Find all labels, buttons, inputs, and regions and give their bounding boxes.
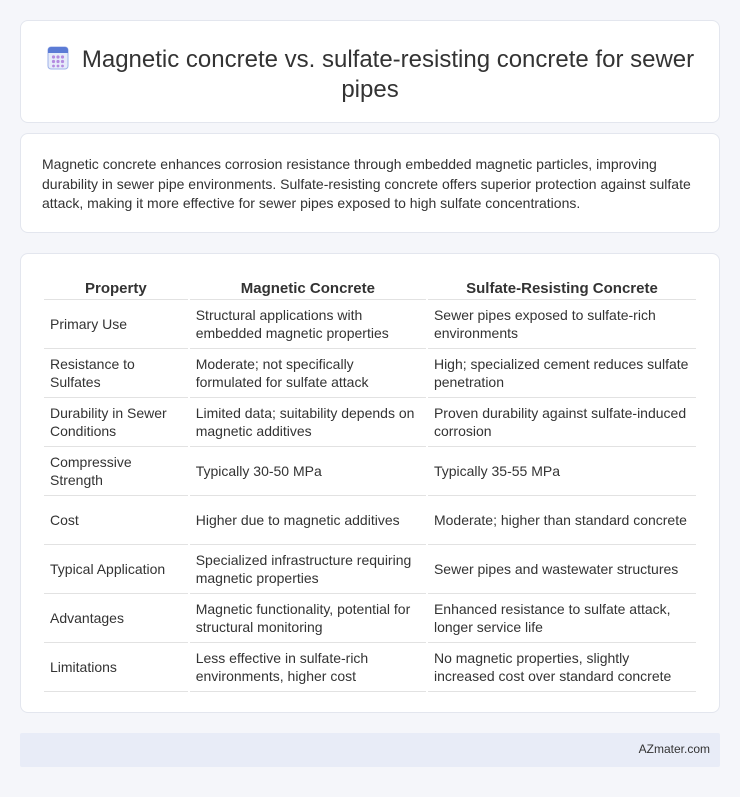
footer-brand: AZmater.com xyxy=(638,742,710,756)
page-title-text: Magnetic concrete vs. sulfate-resisting concrete for sewer pipes xyxy=(81,46,695,103)
table-row xyxy=(44,594,696,643)
table-header-row xyxy=(44,276,696,300)
table-row xyxy=(44,643,696,692)
column-header-property: Property xyxy=(44,276,188,300)
row-property: Durability in Sewer Conditions xyxy=(44,398,188,447)
row-sulfate-value: Moderate; higher than standard concrete xyxy=(428,496,696,545)
row-property: Resistance to Sulfates xyxy=(44,349,188,398)
row-sulfate-value: Enhanced resistance to sulfate attack, longer service life xyxy=(428,594,696,643)
table-row xyxy=(44,349,696,398)
row-sulfate-value: Proven durability against sulfate-induced corrosion xyxy=(428,398,696,447)
comparison-card xyxy=(20,253,720,713)
row-property: Primary Use xyxy=(44,300,188,349)
row-magnetic-value: Typically 30-50 MPa xyxy=(190,447,426,496)
calculator-icon xyxy=(46,46,70,70)
column-header-magnetic: Magnetic Concrete xyxy=(190,276,426,300)
row-magnetic-value: Limited data; suitability depends on magnetic additives xyxy=(190,398,426,447)
title-card xyxy=(20,20,720,123)
row-magnetic-value: Less effective in sulfate-rich environments, higher cost xyxy=(190,643,426,692)
page-title xyxy=(21,45,719,105)
summary-card xyxy=(20,133,720,233)
row-magnetic-value: Specialized infrastructure requiring magnetic properties xyxy=(190,545,426,594)
row-sulfate-value: High; specialized cement reduces sulfate penetration xyxy=(428,349,696,398)
row-magnetic-value: Structural applications with embedded magnetic properties xyxy=(190,300,426,349)
row-magnetic-value: Higher due to magnetic additives xyxy=(190,496,426,545)
row-magnetic-value: Magnetic functionality, potential for structural monitoring xyxy=(190,594,426,643)
summary-text: Magnetic concrete enhances corrosion resistance through embedded magnetic particles, improving durability in sewer pipe environments. Sulfate-resisting concrete offers superior protection against sulfate attack, making it more effective for sewer pipes exposed to high sulfate concentrations. xyxy=(42,156,691,211)
row-property: Compressive Strength xyxy=(44,447,188,496)
table-row xyxy=(44,300,696,349)
row-sulfate-value: No magnetic properties, slightly increased cost over standard concrete xyxy=(428,643,696,692)
row-sulfate-value: Typically 35-55 MPa xyxy=(428,447,696,496)
row-property: Limitations xyxy=(44,643,188,692)
comparison-table xyxy=(42,276,698,692)
column-header-sulfate: Sulfate-Resisting Concrete xyxy=(428,276,696,300)
table-row xyxy=(44,496,696,545)
row-magnetic-value: Moderate; not specifically formulated for sulfate attack xyxy=(190,349,426,398)
row-property: Cost xyxy=(44,496,188,545)
table-row xyxy=(44,447,696,496)
row-property: Typical Application xyxy=(44,545,188,594)
row-sulfate-value: Sewer pipes exposed to sulfate-rich environments xyxy=(428,300,696,349)
row-property: Advantages xyxy=(44,594,188,643)
footer-bar xyxy=(20,733,720,767)
table-row xyxy=(44,545,696,594)
row-sulfate-value: Sewer pipes and wastewater structures xyxy=(428,545,696,594)
table-row xyxy=(44,398,696,447)
